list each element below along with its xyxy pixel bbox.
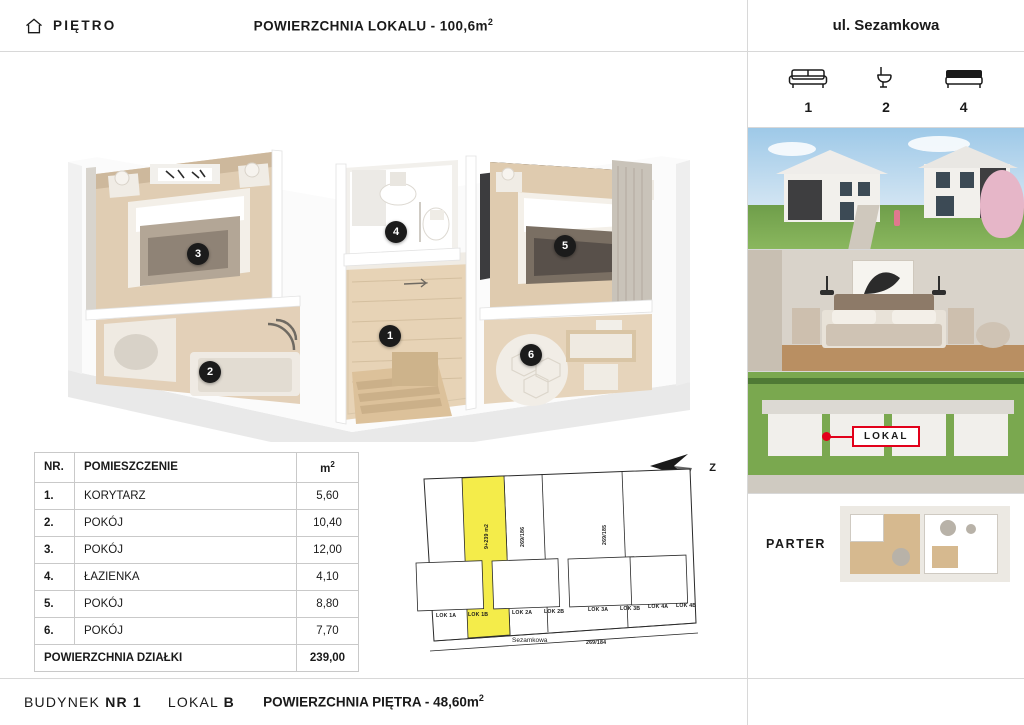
- street-name: ul. Sezamkowa: [747, 0, 1024, 52]
- cell-total-area: 239,00: [297, 644, 359, 671]
- photo-parter: [748, 494, 1024, 594]
- parcel-label-highlight: 9+239 m2: [484, 523, 490, 549]
- amenity-sofa: [788, 64, 828, 115]
- unit-label-2a: LOK 2A: [512, 610, 533, 616]
- amenity-toilet: [873, 64, 899, 115]
- cell-area: 10,40: [297, 509, 359, 536]
- table-row: [35, 563, 359, 590]
- room-marker-2: 2: [199, 361, 221, 383]
- parcel-label-269-184: 269/184: [586, 640, 607, 646]
- page-header: [0, 0, 1024, 52]
- photo-exterior: [748, 128, 1024, 250]
- photo-aerial: [748, 372, 1024, 494]
- cell-room: KORYTARZ: [75, 482, 297, 509]
- unit-label-4b: LOK 4B: [676, 603, 697, 609]
- toilet-icon: [873, 64, 899, 95]
- amenity-count: 4: [959, 99, 968, 115]
- rooms-table: [34, 452, 359, 672]
- cell-room: POKÓJ: [75, 509, 297, 536]
- cell-nr: 4.: [35, 563, 75, 590]
- cell-room: POKÓJ: [75, 617, 297, 644]
- sofa-icon: [788, 64, 828, 95]
- parcel-label-269-185: 269/185: [602, 524, 608, 545]
- building-unit-info: [0, 694, 235, 710]
- header-area: $m^2$: [297, 453, 359, 483]
- table-row: [35, 590, 359, 617]
- cell-room: ŁAZIENKA: [75, 563, 297, 590]
- amenity-count: 2: [882, 99, 890, 115]
- header-nr: NR.: [35, 453, 75, 483]
- floor-indicator: [0, 16, 116, 36]
- lokal-badge: LOKAL: [852, 426, 920, 447]
- cell-area: 12,00: [297, 536, 359, 563]
- unit-info: LOKAL B: [167, 693, 235, 710]
- amenity-row: [748, 52, 1024, 128]
- photo-bedroom: [748, 250, 1024, 372]
- home-icon: [24, 16, 44, 36]
- cell-nr: 3.: [35, 536, 75, 563]
- table-total-row: [35, 644, 359, 671]
- table-row: [35, 617, 359, 644]
- right-sidebar: [747, 52, 1024, 678]
- cell-area: 5,60: [297, 482, 359, 509]
- footer-right: [747, 679, 1024, 725]
- table-row: [35, 482, 359, 509]
- unit-label-4a: LOK 4A: [648, 604, 669, 610]
- unit-label-2b: LOK 2B: [544, 609, 565, 615]
- amenity-bed: [944, 64, 984, 115]
- room-marker-6: 6: [520, 344, 542, 366]
- vertical-divider: [747, 0, 748, 724]
- cell-total-label: POWIERZCHNIA DZIAŁKI: [35, 644, 297, 671]
- site-map: [400, 455, 700, 665]
- building-info: BUDYNEK NR 1: [24, 693, 142, 710]
- room-marker-4: 4: [385, 221, 407, 243]
- amenity-count: 1: [804, 99, 813, 115]
- room-marker-3: 3: [187, 243, 209, 265]
- compass-letter: Z: [709, 462, 716, 474]
- unit-label-1b: LOK 1B: [468, 612, 489, 618]
- cell-room: POKÓJ: [75, 590, 297, 617]
- header-room: POMIESZCZENIE: [75, 453, 297, 483]
- header-left: [0, 0, 747, 52]
- table-row: [35, 509, 359, 536]
- cell-area: 8,80: [297, 590, 359, 617]
- unit-area-label: POWIERZCHNIA LOKALU - $100,6m^2$: [253, 17, 494, 34]
- cell-nr: 5.: [35, 590, 75, 617]
- unit-label-3b: LOK 3B: [620, 606, 641, 612]
- unit-label-3a: LOK 3A: [588, 607, 609, 613]
- room-marker-1: 1: [379, 325, 401, 347]
- parcel-label-269-186: 269/186: [520, 526, 526, 547]
- room-marker-5: 5: [554, 235, 576, 257]
- page-footer: [0, 678, 1024, 724]
- parter-miniplan: [840, 506, 1010, 582]
- unit-label-1a: LOK 1A: [436, 613, 457, 619]
- street-label: Sezamkowa: [512, 637, 548, 644]
- table-row: [35, 536, 359, 563]
- bed-icon: [944, 64, 984, 95]
- cell-nr: 6.: [35, 617, 75, 644]
- cell-nr: 2.: [35, 509, 75, 536]
- cell-nr: 1.: [35, 482, 75, 509]
- isometric-floorplan: [0, 52, 747, 442]
- footer-left: [0, 679, 747, 725]
- table-header-row: [35, 453, 359, 483]
- parter-label: PARTER: [766, 537, 827, 551]
- floor-area-label: POWIERZCHNIA PIĘTRA - $48,60m^2$: [263, 693, 484, 710]
- floor-label: PIĘTRO: [53, 18, 117, 33]
- cell-area: 4,10: [297, 563, 359, 590]
- cell-area: 7,70: [297, 617, 359, 644]
- cell-room: POKÓJ: [75, 536, 297, 563]
